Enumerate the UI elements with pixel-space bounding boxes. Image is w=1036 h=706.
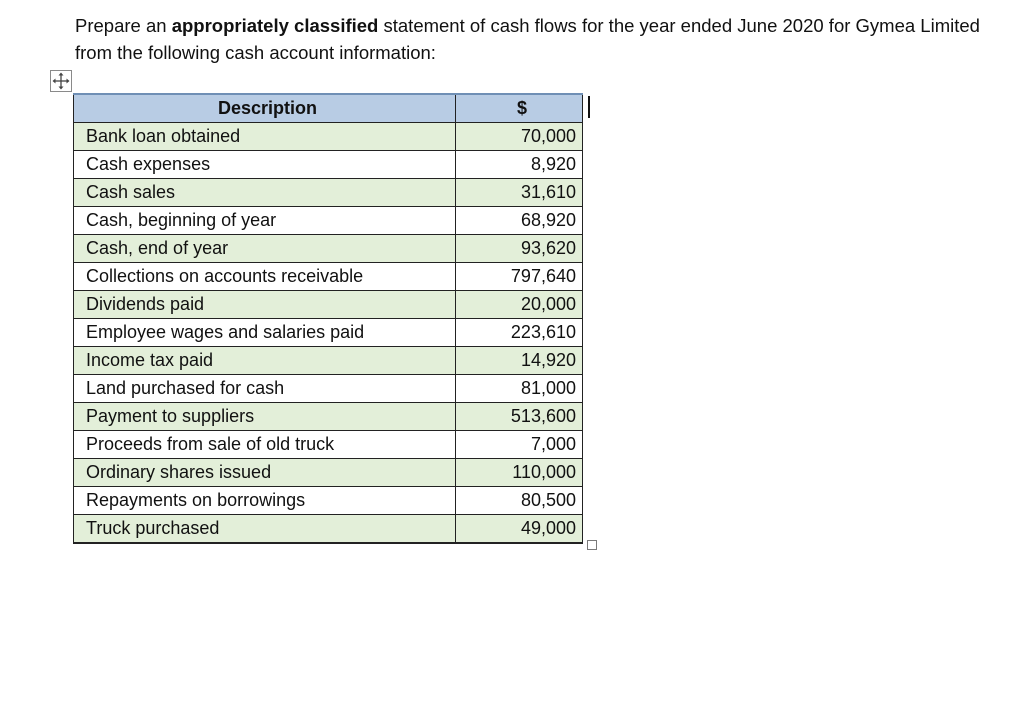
row-amount: 93,620 <box>456 235 583 263</box>
row-amount: 81,000 <box>456 375 583 403</box>
table-move-handle[interactable] <box>50 70 72 92</box>
question-text-intro: Prepare an <box>75 15 172 36</box>
row-description: Employee wages and salaries paid <box>74 319 456 347</box>
text-cursor <box>588 96 590 118</box>
row-description: Repayments on borrowings <box>74 487 456 515</box>
table-header-row <box>74 94 583 123</box>
resize-handle-icon[interactable] <box>587 540 597 550</box>
row-amount: 14,920 <box>456 347 583 375</box>
table-row <box>74 403 583 431</box>
table-row <box>74 263 583 291</box>
row-amount: 7,000 <box>456 431 583 459</box>
table-row <box>74 123 583 151</box>
table-row <box>74 375 583 403</box>
table-row <box>74 235 583 263</box>
table-row <box>74 431 583 459</box>
move-arrows-icon <box>51 71 71 91</box>
question-text-emphasis: appropriately classified <box>171 15 379 36</box>
table-body <box>74 123 583 544</box>
row-amount: 8,920 <box>456 151 583 179</box>
row-amount: 20,000 <box>456 291 583 319</box>
table-row <box>74 347 583 375</box>
row-description: Cash, end of year <box>74 235 456 263</box>
row-amount: 31,610 <box>456 179 583 207</box>
cash-account-table <box>73 93 583 544</box>
row-amount: 70,000 <box>456 123 583 151</box>
table-row <box>74 319 583 347</box>
row-amount: 797,640 <box>456 263 583 291</box>
table-row <box>74 207 583 235</box>
row-description: Proceeds from sale of old truck <box>74 431 456 459</box>
table-row <box>74 179 583 207</box>
row-description: Bank loan obtained <box>74 123 456 151</box>
table-row <box>74 151 583 179</box>
row-description: Payment to suppliers <box>74 403 456 431</box>
row-description: Cash sales <box>74 179 456 207</box>
question-text <box>75 12 1005 66</box>
table-row <box>74 515 583 544</box>
table-row <box>74 487 583 515</box>
row-description: Cash expenses <box>74 151 456 179</box>
row-description: Ordinary shares issued <box>74 459 456 487</box>
row-amount: 110,000 <box>456 459 583 487</box>
row-amount: 513,600 <box>456 403 583 431</box>
question-text-rest: statement of cash flows for the year ended June 2020 for Gymea Limited from the following cash account information: <box>75 15 980 63</box>
row-description: Truck purchased <box>74 515 456 544</box>
header-amount: $ <box>456 94 583 123</box>
row-amount: 223,610 <box>456 319 583 347</box>
row-amount: 49,000 <box>456 515 583 544</box>
row-description: Collections on accounts receivable <box>74 263 456 291</box>
table-row <box>74 291 583 319</box>
row-description: Dividends paid <box>74 291 456 319</box>
row-description: Cash, beginning of year <box>74 207 456 235</box>
row-description: Land purchased for cash <box>74 375 456 403</box>
header-description: Description <box>74 94 456 123</box>
row-description: Income tax paid <box>74 347 456 375</box>
row-amount: 80,500 <box>456 487 583 515</box>
row-amount: 68,920 <box>456 207 583 235</box>
table-row <box>74 459 583 487</box>
